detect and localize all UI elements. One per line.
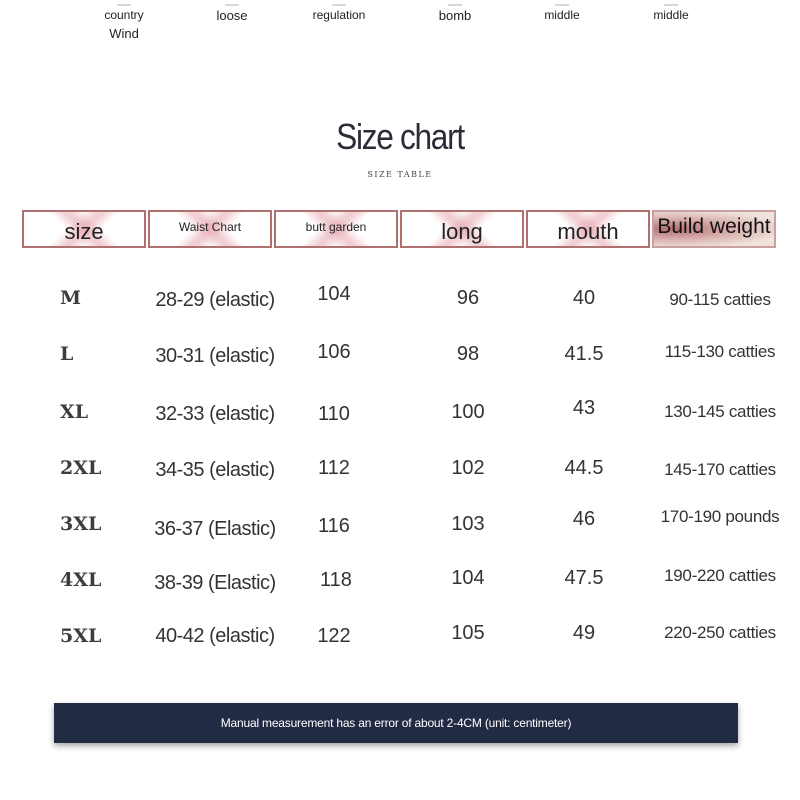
waist-cell: 30-31 (elastic) [155,345,275,367]
butt-cell: 116 [318,515,350,537]
weight-cell: 115-130 catties [664,342,776,361]
table-row [0,504,800,544]
size-cell: L [60,343,74,365]
style-label-country-wind [69,0,179,42]
long-cell: 105 [451,622,485,644]
style-label-line1: middle [653,8,689,22]
weight-cell: 145-170 catties [664,460,776,479]
table-row [0,560,800,600]
waist-cell: 32-33 (elastic) [155,403,275,425]
mouth-cell: 40 [572,287,596,309]
style-label-line2: Wind [109,26,139,41]
measurement-note: Manual measurement has an error of about 2-4CM (unit: centimeter) [54,703,738,743]
style-label-bomb [400,0,510,24]
style-label-loose [177,0,287,24]
size-cell: 5XL [60,625,102,647]
long-cell: 100 [451,401,485,423]
header-weight: Build weight [652,210,776,248]
header-mouth: mouth [526,210,650,248]
table-row [0,334,800,374]
table-row [0,392,800,432]
header-size: size [22,210,146,248]
weight-cell: 130-145 catties [664,402,776,421]
header-long: long [400,210,524,248]
style-label-regulation [284,0,394,22]
style-label-line1: regulation [312,8,366,22]
style-icon [117,0,131,6]
mouth-cell: 44.5 [564,457,604,479]
table-row [0,278,800,318]
butt-cell: 118 [320,569,352,591]
header-waist: Waist Chart [148,210,272,248]
waist-cell: 38-39 (Elastic) [154,572,276,594]
style-icon [555,0,569,6]
butt-cell: 112 [318,457,350,479]
long-cell: 96 [456,287,480,309]
weight-cell: 170-190 pounds [660,507,780,526]
page-subtitle: SIZE TABLE [367,170,433,179]
long-cell: 103 [451,513,485,535]
style-label-middle [616,0,726,22]
mouth-cell: 41.5 [564,343,604,365]
butt-cell: 110 [318,403,350,425]
size-cell: 3XL [60,513,102,535]
butt-cell: 106 [317,341,351,363]
long-cell: 104 [451,567,485,589]
header-butt: butt garden [274,210,398,248]
waist-cell: 34-35 (elastic) [155,459,275,481]
mouth-cell: 49 [572,622,596,644]
style-icon [332,0,346,6]
mouth-cell: 46 [572,508,596,530]
style-icon [225,0,239,6]
weight-cell: 190-220 catties [664,566,776,585]
style-label-middle [507,0,617,22]
waist-cell: 40-42 (elastic) [155,625,275,647]
size-cell: XL [60,401,89,423]
size-cell: 2XL [60,457,102,479]
style-label-line1: bomb [438,8,472,23]
weight-cell: 220-250 catties [664,623,776,642]
mouth-cell: 43 [572,397,596,419]
style-label-line1: loose [216,8,248,23]
size-cell: M [60,287,82,309]
style-icon [664,0,678,6]
page-title: Size chart [336,116,464,157]
waist-cell: 36-37 (Elastic) [154,518,276,540]
style-label-line1: country [104,8,144,22]
butt-cell: 104 [317,283,351,305]
mouth-cell: 47.5 [564,567,604,589]
table-row [0,448,800,488]
long-cell: 98 [456,343,480,365]
weight-cell: 90-115 catties [669,290,771,309]
style-icon [448,0,462,6]
size-cell: 4XL [60,569,102,591]
butt-cell: 122 [317,625,351,647]
long-cell: 102 [451,457,485,479]
table-row [0,616,800,656]
waist-cell: 28-29 (elastic) [155,289,275,311]
style-label-line1: middle [544,8,580,22]
